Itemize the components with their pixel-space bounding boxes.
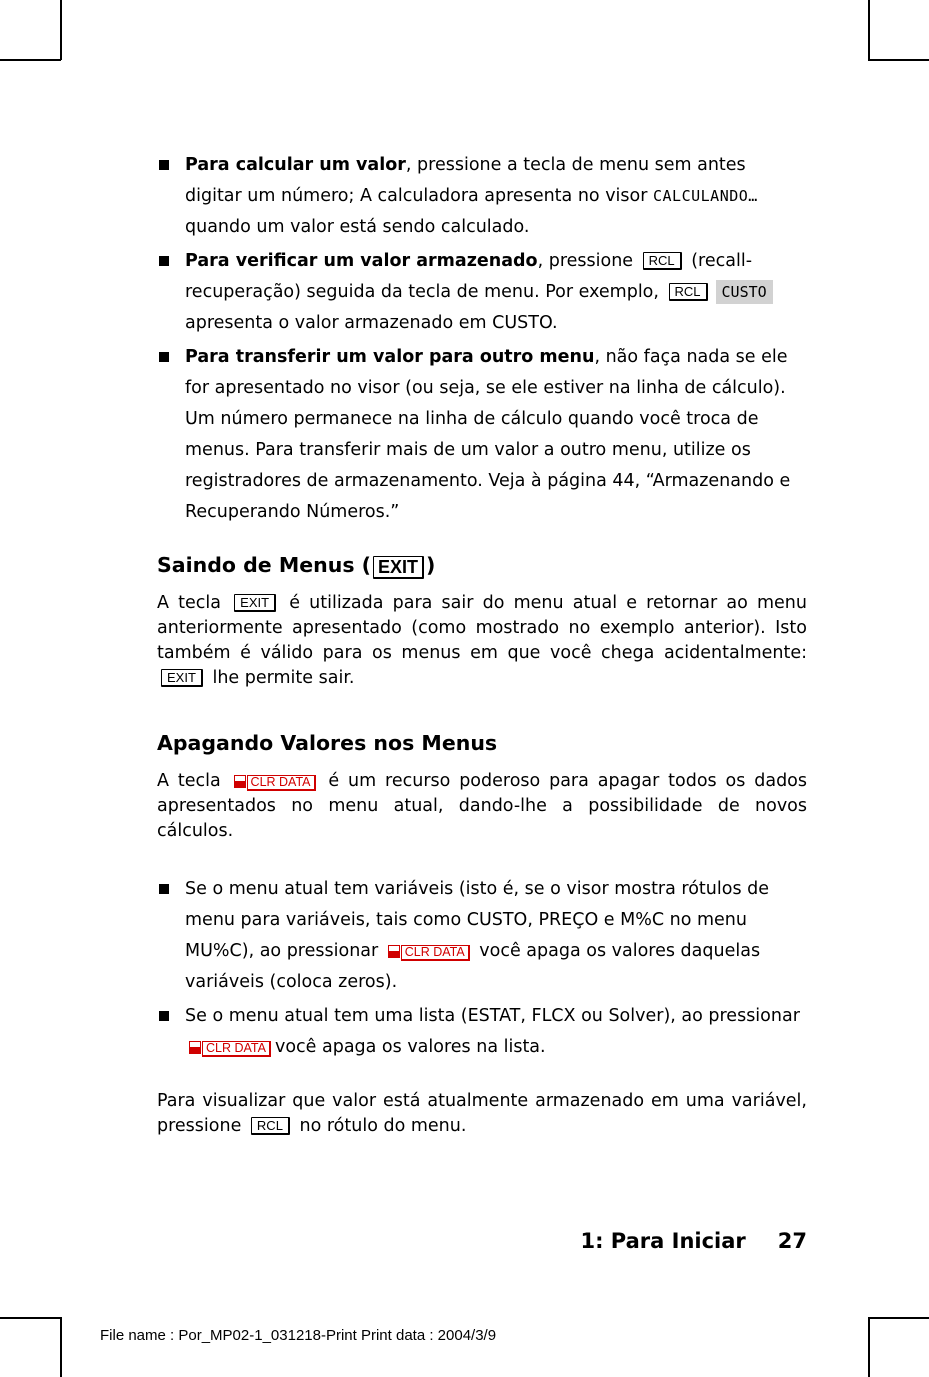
list-item: [157, 150, 807, 243]
bullet-text: , pressione a tecla de menu sem antes digitar um número; A calculadora apresenta no visor: [185, 155, 746, 206]
paragraph-text: A tecla: [157, 771, 230, 791]
bullet-text: apresenta o valor armazenado em CUSTO.: [185, 313, 558, 333]
bullet-text: , pressione: [537, 251, 639, 271]
page-footer: [580, 1229, 807, 1253]
bullet-text: você apaga os valores na lista.: [274, 1037, 546, 1057]
section-heading-exit-menus: [157, 551, 807, 579]
exit-key: EXIT: [161, 669, 203, 687]
clear-data-paragraph: [157, 769, 807, 844]
bullet-label: Para transferir um valor para outro menu: [185, 347, 595, 367]
paragraph-text: é um recurso poderoso para apagar todos os dados apresentados no menu atual, dando-lhe a possibilidade de novos cálculos.: [157, 771, 807, 841]
bullet-text: Se o menu atual tem uma lista (ESTAT, FLCX ou Solver), ao pressionar: [185, 1006, 800, 1026]
crop-mark-bottom-left-v: [60, 1317, 62, 1377]
bullet-text: você apaga os valores daquelas variáveis (coloca zeros).: [185, 941, 761, 992]
exit-paragraph: [157, 591, 807, 691]
shift-key-icon: [189, 1041, 201, 1054]
file-info: File name : Por_MP02-1_031218-Print Print data : 2004/3/9: [100, 1327, 497, 1344]
paragraph-text: Para visualizar que valor está atualmente armazenado em uma variável, pressione: [157, 1091, 807, 1136]
list-item: [157, 246, 807, 339]
exit-key: EXIT: [373, 556, 424, 579]
clr-data-key: CLR DATA: [401, 945, 470, 961]
paragraph-text: é utilizada para sair do menu atual e retornar ao menu anteriormente apresentado (como mostrado no exemplo anterior). Isto também é válido para os menus em que você chega acidentalmente:: [157, 593, 807, 663]
crop-mark-bottom-right-v: [868, 1317, 870, 1377]
lcd-display-text: CALCULANDO…: [653, 187, 758, 205]
chapter-title: 1: Para Iniciar: [580, 1229, 746, 1253]
bullet-text: Se o menu atual tem variáveis (isto é, se o visor mostra rótulos de menu para variáveis, tais como CUSTO, PREÇO e M%C no menu MU%C), ao pressionar: [185, 879, 770, 961]
bullet-label: Para calcular um valor: [185, 155, 406, 175]
clr-data-key: CLR DATA: [247, 775, 316, 791]
custo-menu-key: CUSTO: [716, 280, 773, 304]
crop-mark-top-left-v: [60, 0, 62, 60]
bullet-text: quando um valor está sendo calculado.: [185, 217, 530, 237]
list-item: [157, 874, 807, 998]
heading-text: Saindo de Menus (: [157, 553, 372, 577]
shift-key-icon: [388, 945, 400, 958]
list-item: [157, 1001, 807, 1063]
shift-key-icon: [234, 775, 246, 788]
page-number: 27: [777, 1229, 807, 1253]
crop-mark-top-right-v: [868, 0, 870, 60]
crop-mark-bottom-left-h: [0, 1317, 61, 1319]
heading-text: ): [426, 553, 436, 577]
list-item: [157, 342, 807, 528]
exit-key: EXIT: [234, 594, 276, 612]
crop-mark-bottom-right-h: [868, 1317, 929, 1319]
bullet-text: , não faça nada se ele for apresentado no visor (ou seja, se ele estiver na linha de cálculo). Um número permanece na linha de cálculo quando você troca de menus. Para transferir mais de um valor a outro menu, utilize os registradores de armazenamento. Veja à página 44, “Armazenando e Recuperando Números.”: [185, 347, 791, 522]
rcl-paragraph: [157, 1089, 807, 1139]
clear-bullet-list: [157, 874, 807, 1063]
paragraph-text: no rótulo do menu.: [293, 1116, 467, 1136]
clr-data-key: CLR DATA: [202, 1041, 271, 1057]
paragraph-text: A tecla: [157, 593, 231, 613]
bullet-label: Para verificar um valor armazenado: [185, 251, 538, 271]
bullet-text: (recall-recuperação) seguida da tecla de menu. Por exemplo,: [185, 251, 753, 302]
paragraph-text: lhe permite sair.: [206, 668, 355, 688]
crop-mark-top-left-h: [0, 59, 61, 61]
page-content: [157, 150, 807, 1139]
rcl-key: RCL: [251, 1117, 290, 1135]
rcl-key: RCL: [643, 252, 682, 270]
rcl-key: RCL: [669, 283, 708, 301]
section-heading-clear-values: Apagando Valores nos Menus: [157, 731, 498, 755]
crop-mark-top-right-h: [868, 59, 929, 61]
intro-bullet-list: [157, 150, 807, 528]
